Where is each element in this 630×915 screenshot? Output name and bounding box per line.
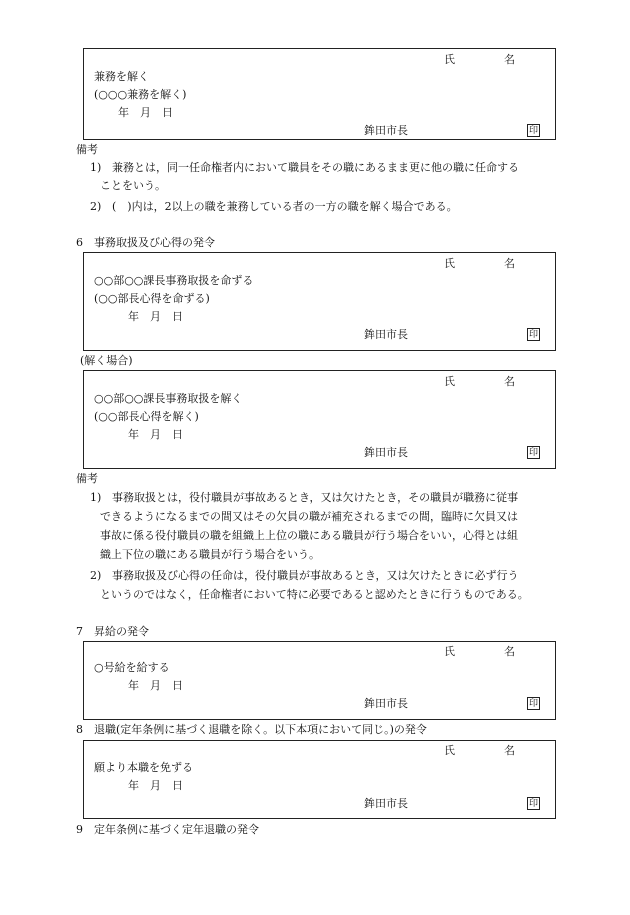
form-box-shokyu	[83, 641, 556, 720]
form-line-1: ○○部○○課長事務取扱を解く	[94, 392, 243, 405]
name-label-shi: 氏	[444, 257, 455, 270]
date-line: 年 月 日	[128, 428, 183, 441]
note-text: 織上下位の職にある職員が行う場合をいう。	[100, 548, 320, 561]
sub-label: (解く場合)	[80, 354, 133, 367]
section-heading: 9 定年条例に基づく定年退職の発令	[76, 823, 259, 836]
seal-stamp: 印	[528, 699, 538, 709]
note-text: 事故に係る役付職員の職を組織上上位の職にある職員が行う場合をいい，心得とは組	[100, 529, 518, 542]
form-line-1: ○号給を給する	[94, 661, 170, 674]
seal-stamp: 印	[528, 126, 538, 136]
form-line-1: 願より本職を免ずる	[94, 761, 193, 774]
form-box-taishoku	[83, 740, 556, 819]
name-label-shi: 氏	[444, 645, 455, 658]
notes-heading: 備考	[76, 472, 98, 485]
name-label-shi: 氏	[444, 744, 455, 757]
note-text: 事務取扱とは，役付職員が事故あるとき，又は欠けたとき，その職員が職務に従事	[112, 491, 519, 504]
section-heading: 8 退職(定年条例に基づく退職を除く。以下本項において同じ。)の発令	[76, 723, 427, 736]
name-label-mei: 名	[504, 375, 515, 388]
note-number: 1)	[90, 161, 102, 174]
note-number: 1)	[90, 491, 102, 504]
note-text: できるようになるまでの間又はその欠員の職が補充されるまでの間，臨時に欠員又は	[100, 510, 518, 523]
issuer-label: 鉾田市長	[364, 797, 408, 810]
note-number: 2)	[90, 200, 102, 213]
note-text: ( )内は，2以上の職を兼務している者の一方の職を解く場合である。	[112, 200, 458, 213]
date-line: 年 月 日	[128, 779, 183, 792]
notes-heading: 備考	[76, 143, 98, 156]
form-box-jimu	[83, 252, 556, 351]
note-text: 兼務とは，同一任命権者内において職員をその職にあるまま更に他の職に任命する	[112, 161, 519, 174]
name-label-mei: 名	[504, 645, 515, 658]
issuer-label: 鉾田市長	[364, 124, 408, 137]
date-line: 年 月 日	[128, 310, 183, 323]
date-line: 年 月 日	[128, 679, 183, 692]
seal-stamp: 印	[528, 448, 538, 458]
form-line-2: (○○部長心得を命ずる)	[94, 292, 210, 305]
form-line-2: (○○○兼務を解く)	[94, 88, 187, 101]
date-line: 年 月 日	[118, 106, 173, 119]
name-label-mei: 名	[504, 257, 515, 270]
issuer-label: 鉾田市長	[364, 328, 408, 341]
name-label-mei: 名	[504, 53, 515, 66]
name-label-shi: 氏	[444, 53, 455, 66]
name-label-mei: 名	[504, 744, 515, 757]
seal-stamp: 印	[528, 330, 538, 340]
form-box-kenmu	[83, 48, 556, 140]
form-line-1: ○○部○○課長事務取扱を命ずる	[94, 274, 254, 287]
name-label-shi: 氏	[444, 375, 455, 388]
note-text: 事務取扱及び心得の任命は，役付職員が事故あるとき，又は欠けたときに必ず行う	[112, 569, 519, 582]
section-heading: 7 昇給の発令	[76, 625, 149, 638]
issuer-label: 鉾田市長	[364, 697, 408, 710]
seal-stamp: 印	[528, 799, 538, 809]
form-line-1: 兼務を解く	[94, 70, 149, 83]
section-heading: 6 事務取扱及び心得の発令	[76, 236, 215, 249]
note-number: 2)	[90, 569, 102, 582]
note-text: というのではなく，任命権者において特に必要であると認めたときに行うものである。	[100, 588, 529, 601]
issuer-label: 鉾田市長	[364, 446, 408, 459]
form-box-jimu-kaku	[83, 370, 556, 469]
form-line-2: (○○部長心得を解く)	[94, 410, 199, 423]
note-text: ことをいう。	[100, 179, 166, 192]
